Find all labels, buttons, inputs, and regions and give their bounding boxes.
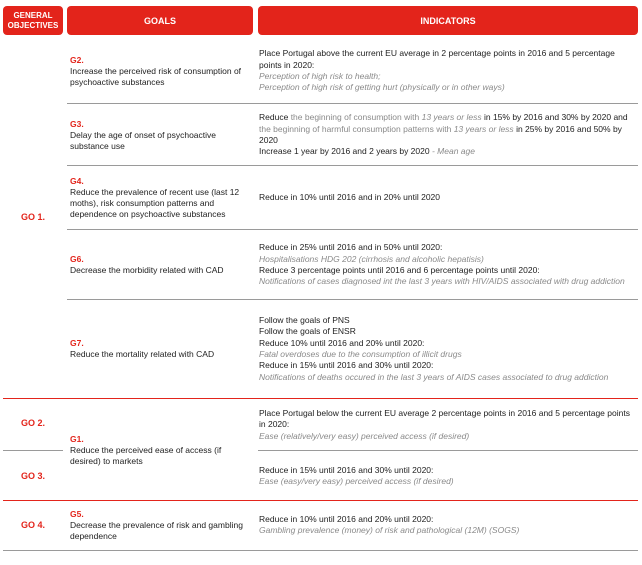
indicator-text: Increase 1 year by 2016 and 2 years by 2020: [259, 146, 430, 157]
row-divider: [67, 229, 638, 230]
goal-code: G3.: [70, 118, 84, 129]
indicator-main: Reduce 10% until 2016 and 20% until 2020:: [259, 337, 425, 348]
goal-text: Increase the perceived risk of consumption of psychoactive substances: [70, 65, 242, 87]
row-divider: [67, 103, 638, 104]
header-indicators: INDICATORS: [258, 6, 638, 35]
row-divider: [3, 398, 638, 399]
indicator-detail: Notifications of cases diagnosed int the last 3 years with HIV/AIDS associated with drug addiction: [259, 276, 625, 287]
objective-go3: GO 3.: [20, 471, 45, 481]
indicator-detail: Notifications of deaths occured in the last 3 years of AIDS cases associated to drug addiction: [259, 371, 609, 382]
goal-g4: [70, 168, 254, 228]
goal-g5: [70, 503, 254, 547]
indicator-main: Reduce in 25% until 2016 and in 50% until 2020:: [259, 242, 443, 253]
header-goals: GOALS: [67, 6, 253, 35]
goal-g3: [70, 106, 254, 164]
indicator-main: Place Portugal below the current EU average 2 percentage points in 2016 and 5 percentage points in 2020:: [259, 407, 630, 430]
indicator-main: Reduce in 10% until 2016 and in 20% until 2020: [259, 192, 440, 203]
indicator-main: [259, 112, 637, 146]
indicator-text: the beginning of consumption with: [290, 112, 420, 123]
indicators-g3: [259, 106, 637, 164]
goal-code: G1.: [70, 433, 84, 444]
indicator-main: Reduce in 10% until 2016 and 20% until 2020:: [259, 513, 434, 524]
goal-code: G2.: [70, 54, 84, 65]
row-divider: [3, 500, 638, 501]
goal-g7: [70, 302, 254, 396]
indicators-g4: [259, 168, 637, 228]
indicator-main: Reduce in 15% until 2016 and 30% until 2020:: [259, 360, 434, 371]
indicator-detail: Perception of high risk of getting hurt (physically or in other ways): [259, 82, 505, 93]
goal-code: G7.: [70, 338, 84, 348]
indicator-main: Reduce 3 percentage points until 2016 and 6 percentage points until 2020:: [259, 265, 540, 275]
goal-text: Reduce the prevalence of recent use (last 12 moths), risk consumption patterns and dependence on psychoactive substances: [70, 187, 240, 219]
indicators-g7: [259, 302, 637, 396]
indicator-main: Follow the goals of ENSR: [259, 326, 356, 337]
goal-code: G4.: [70, 176, 84, 186]
goal-code: G6.: [70, 254, 84, 264]
indicator-text: 13 years or less: [421, 112, 482, 123]
indicators-go3: [259, 453, 637, 499]
objective-go1: GO 1.: [20, 212, 45, 222]
indicator-detail: Fatal overdoses due to the consumption of illicit drugs: [259, 349, 462, 359]
indicator-detail: Hospitalisations HDG 202 (cirrhosis and alcoholic hepatisis): [259, 253, 484, 264]
indicators-g2: [259, 40, 637, 102]
indicator-detail: Gambling prevalence (money) of risk and pathological (12M) (SOGS): [259, 525, 520, 535]
objective-go4: GO 4.: [20, 520, 45, 530]
indicator-text: in 25% by 2016 and 50% by 2020: [259, 123, 622, 145]
row-divider: [3, 450, 63, 451]
indicators-go2: [259, 402, 637, 448]
indicator-detail: Perception of high risk to health;: [259, 71, 381, 81]
indicators-g6: [259, 232, 637, 298]
goal-text: Reduce the perceived ease of access (if desired) to markets: [70, 444, 222, 466]
goal-text: Decrease the prevalence of risk and gambling dependence: [70, 519, 243, 541]
indicator-main: Follow the goals of PNS: [259, 314, 350, 325]
indicator-text: the beginning of harmful consumption patterns with: [259, 123, 452, 134]
indicator-text: in 15% by 2016 and 30% by 2020 and: [483, 112, 628, 123]
indicator-main: Place Portugal above the current EU average in 2 percentage points in 2016 and 5 percentage points in 2020:: [259, 48, 615, 70]
indicator-detail: Ease (relatively/very easy) perceived access (if desired): [259, 430, 470, 441]
indicator-text: Reduce: [259, 112, 289, 123]
row-divider: [258, 450, 638, 451]
row-divider: [67, 299, 638, 300]
indicator-main: Reduce in 15% until 2016 and 30% until 2020:: [259, 464, 434, 475]
goal-g6: [70, 232, 254, 298]
header-general-objectives: GENERAL OBJECTIVES: [3, 6, 63, 35]
goal-text: Decrease the morbidity related with CAD: [70, 265, 224, 275]
goal-g2: [70, 40, 254, 102]
objective-go2: GO 2.: [20, 418, 45, 428]
indicator-detail: Ease (easy/very easy) perceived access (if desired): [259, 476, 454, 486]
goal-g1: [70, 402, 254, 498]
indicator-text: - Mean age: [431, 146, 475, 157]
indicator-text: 13 years or less: [453, 123, 514, 134]
row-divider: [3, 550, 638, 551]
goal-text: Delay the age of onset of psychoactive substance use: [70, 129, 217, 151]
indicators-g5: [259, 503, 637, 547]
goal-code: G5.: [70, 508, 84, 519]
row-divider: [67, 165, 638, 166]
goal-text: Reduce the mortality related with CAD: [70, 349, 215, 359]
indicator-main: [259, 146, 637, 157]
